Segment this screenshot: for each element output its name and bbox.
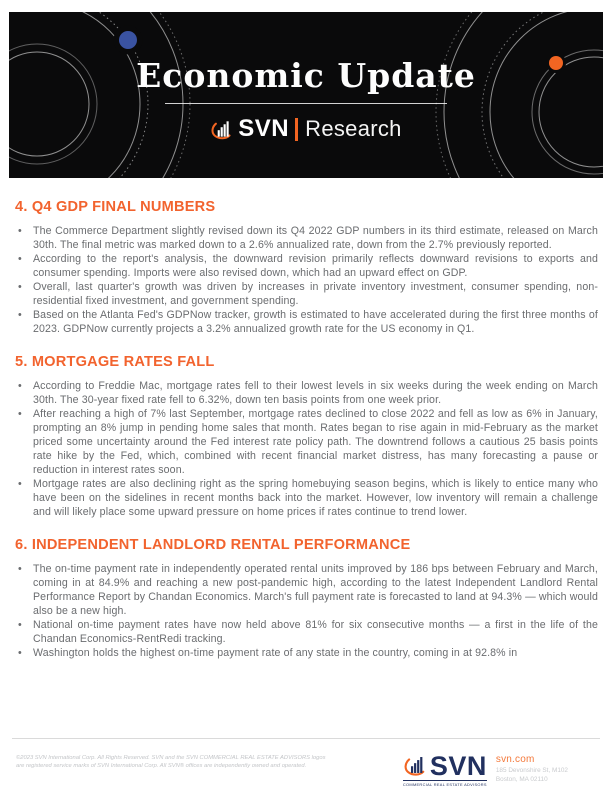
- report-body: [15, 178, 598, 660]
- page-title: Economic Update: [136, 56, 476, 95]
- svn-bars-icon: [210, 116, 236, 142]
- svn-bars-icon: [403, 752, 430, 778]
- bullet-item: • Based on the Atlanta Fed's GDPNow tracker, growth is estimated to have accelerated during the first three months of 2023. GDPNow currently projects a 3.2% annualized growth rate for the US economy in Q1.: [15, 308, 598, 336]
- brand-separator: [295, 118, 298, 141]
- brand-division: Research: [305, 116, 402, 141]
- bullet-item: • After reaching a high of 7% last September, mortgage rates declined to close 2022 and fell as low as 6% in January, prompting an 8% jump in pending home sales that month. Rates began to rise again in mid-February as the market priced some uncertainty around the Fed interest rate policy path. The downtrend follows a cautious 25 basis points rate hike by the Fed, which, combined with recent financial market distress, has many forecasting a pause or reduction in interest rates soon.: [15, 407, 598, 477]
- footer-logo-tagline: COMMERCIAL REAL ESTATE ADVISORS: [402, 782, 487, 787]
- section-q4-gdp: [15, 199, 598, 336]
- bullet-item: • National on-time payment rates have now held above 81% for six consecutive months — a first in the life of the Chandan Economics-RentRedi tracking.: [15, 618, 598, 646]
- orbit-decoration-icon: [9, 12, 603, 178]
- address-line: 185 Devonshire St, M102: [495, 767, 568, 774]
- section-mortgage-rates: [15, 354, 598, 519]
- bullet-list: [15, 224, 598, 336]
- bullet-item: • According to the report's analysis, the downward revision primarily reflects downward revisions to exports and consumer spending. Imports were also revised down, which had an upward effect on GDP.: [15, 252, 598, 280]
- copyright-disclaimer: ©2023 SVN International Corp. All Rights Reserved. SVN and the SVN COMMERCIAL REAL ESTATE ADVISORS logos are registered service marks of SVN International Corp. All SVN® offices are independently owned and operated.: [16, 755, 326, 769]
- address-line: Boston, MA 02110: [495, 775, 548, 783]
- address-block: [496, 767, 568, 784]
- section-landlord-performance: [15, 537, 598, 660]
- page-footer: [12, 738, 600, 787]
- bullet-item: • The on-time payment rate in independently operated rental units improved by 186 bps between February and March, coming in at 84.9% and reaching a new post-pandemic high, according to the latest Independent Landlord Rental Performance Report by Chandan Economics. March's full payment rate is forecasted to land at 94.3% — which would also be a new high.: [15, 562, 598, 618]
- section-heading: 4. Q4 GDP FINAL NUMBERS: [15, 199, 216, 215]
- bullet-item: • According to Freddie Mac, mortgage rates fell to their lowest levels in six weeks during the week ending on March 30th. The 30-year fixed rate fell to 6.32%, down ten basis points from one week prior.: [15, 379, 598, 407]
- svn-footer-logo: [403, 752, 487, 787]
- bullet-item: • Overall, last quarter's growth was driven by increases in private inventory investment, consumer spending, non-residential fixed investment, and government spending.: [15, 280, 598, 308]
- bullet-item: • Washington holds the highest on-time payment rate of any state in the country, coming in at 92.8% in: [15, 646, 598, 660]
- blue-planet-icon: [119, 31, 137, 49]
- bullet-list: [15, 562, 598, 660]
- bullet-item: • The Commerce Department slightly revised down its Q4 2022 GDP numbers in its third estimate, released on March 30th. The final metric was marked down to a 2.6% annualized rate, down from the 2.7% previously reported.: [15, 224, 598, 252]
- section-heading: 6. INDEPENDENT LANDLORD RENTAL PERFORMANCE: [15, 537, 411, 553]
- footer-divider: [12, 738, 600, 739]
- bullet-list: [15, 379, 598, 519]
- brand-name: SVN: [238, 115, 290, 142]
- header-banner: [9, 12, 603, 178]
- footer-contact: [496, 752, 568, 784]
- section-heading: 5. MORTGAGE RATES FALL: [15, 354, 215, 370]
- website-link[interactable]: svn.com: [495, 754, 535, 765]
- bullet-item: • Mortgage rates are also declining right as the spring homebuying season begins, which is likely to entice many who have been on the sidelines in recent months back into the market. However, low inventory will remain a challenge and will likely place some upward pressure on home prices if rates continue to trend lower.: [15, 477, 598, 519]
- title-divider: [165, 103, 447, 104]
- footer-logo-name: SVN: [429, 751, 487, 781]
- svn-research-logo: [9, 115, 603, 143]
